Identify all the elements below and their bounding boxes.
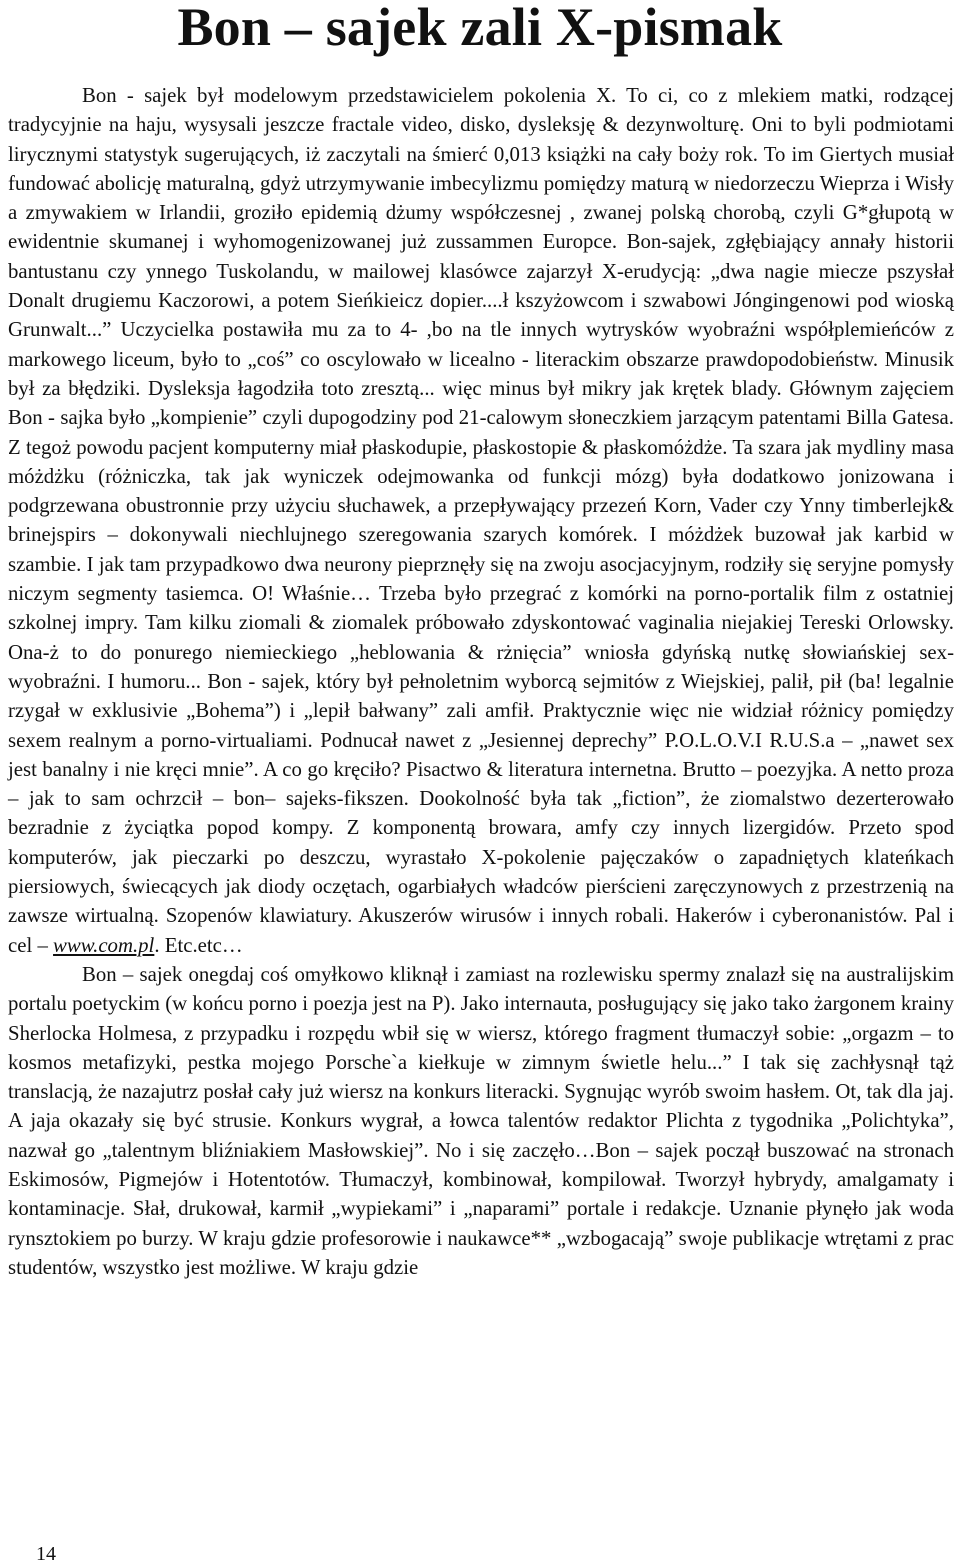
- paragraph-1-text: Bon - sajek był modelowym przedstawicielem pokolenia X. To ci, co z mlekiem matki, rodzącej tradycyjnie na haju, wysysali jeszcze fractale video, disko, dysleksję & dezynwolturę. Oni to byli podmiotami lirycznymi statystyk sugerujących, iż zaczytali na śmierć 0,013 książki na cały boży rok. To im Giertych musiał fundować abolicję maturalną, gdyż utrzymywanie imbecylizmu pomiędzy maturą w niedorzeczu Wieprza i Wisły a zmywakiem w Irlandii, groziło epidemią dżumy współczesnej , zwanej polską chorobą, czyli G*głupotą w ewidentnie skumanej i wyhomogenizowanej już zussammen Europce. Bon-sajek, zgłębiający annały historii bantustanu czy ynnego Tuskolandu, w mailowej klasówce zajarzył X-erudycją: „dwa nagie miecze pszysłał Donalt drugiemu Kaczorowi, a potem Sieńkieicz dopier....ł kszyżowcom i szwabowi Jóngingenowi pod wioską Grunwalt...” Uczycielka postawiła mu za to 4- ,bo na tle innych wytrysków wyobraźni współplemieńców z markowego liceum, było to „coś” co oscylowało w licealno - literackim obszarze prawdopodobieństw. Minusik był za błędziki. Dysleksja łagodziła toto zresztą... więc minus był mikry jak krętek blady. Głównym zajęciem Bon - sajka było „kompienie” czyli dupogodziny pod 21-calowym słoneczkiem jarzącym patentami Billa Gatesa. Z tegoż powodu pacjent komputerny miał płaskodupie, płaskostopie & płaskomóżdże. Ta szara jak mydliny masa móżdżku (różniczka, tak jak wyniczek odejmowanka od funkcji mózg) była dodatkowo jonizowana i podgrzewana obustronnie przy użyciu słuchawek, a przepływający przezeń Korn, Vader czy Ynny timberlejk& brinejspirs – dokonywali niechlujnego szeregowania szarych komórek. I móżdżek buzował jak karbid w szambie. I jak tam przypadkowo dwa neurony pieprznęły się na zwoju asocjacyjnym, rodziły się seryjne pomysły niczym segmenty tasiemca. O! Właśnie… Trzeba było przegrać z komórki na porno-portalik film z ostatniej szkolnej impry. Tam kilku ziomali & ziomalek próbowało zdyskontować vaginalia niejakiej Tereski Orlowsky. Ona-ż to do ponurego niemieckiego „heblowania & rżnięcia” wniosła gdyńską nutkę słowiańskiej sex-wyobraźni. I humoru... Bon - sajek, który był pełnoletnim wyborcą sejmitów z Wiejskiej, palił, pił (ba! legalnie rzygał w exklusivie „Bohema”) i „lepił bałwany” zali amfił. Praktycznie więc nie widział różnicy pomiędzy sexem realnym a porno-virtualiami. Podnucał nawet z „Jesiennej deprechy” P.O.L.O.V.I R.U.S.a – „nawet sex jest banalny i nie kręci mnie”. A co go kręciło? Pisactwo & literatura internetna. Brutto – poezyjka. A netto proza – jak to sam ochrzcił – bon– sajeks-fikszen. Dookolność była tak „fiction”, że ziomalstwo dezerterowało bezradnie z życiątka popod kompy. Z komponentą browara, amfy czy innych lizergidów. Przeto spod komputerów, jak pieczarki po deszczu, wyrastało X-pokolenie pajęczaków o zapadniętych klateńkach piersiowych, świecących jak diody oczętach, ogarbiałych władców pierścieni zaręczynowych z przestrzenią na zawsze wirtualną. Szopenów klawiatury. Akuszerów wirusów i innych robali. Hakerów i cyberonanistów. Pal i cel –: [8, 84, 954, 957]
- page-number: 14: [36, 1543, 56, 1565]
- paragraph-2: Bon – sajek onegdaj coś omyłkowo kliknął i zamiast na rozlewisku spermy znalazł się na australijskim portalu poetyckim (w końcu porno i poezja jest na P). Jako internauta, posługujący się jako tako żargonem krainy Sherlocka Holmesa, z przypadku i rozpędu wbił się w wiersz, którego fragment tłumaczył sobie: „orgazm – to kosmos metafizyki, pestka mojego Porsche`a kiełkuje w zimnym świetle helu...” I tak się zachłysnął tąż translacją, że nazajutrz posłał cały już wiersz na konkurs literacki. Sygnując wyrób swoim hasłem. Ot, tak dla jaj. A jaja okazały się być strusie. Konkurs wygrał, a łowca talentów redaktor Plichta z tygodnika „Polichtyka”, nazwał go „talentnym bliźniakiem Masłowskiej”. No i się zaczęło…Bon – sajek począł buszować na stronach Eskimosów, Pigmejów i Hotentotów. Tłumaczył, kombinował, kompilował. Tworzył hybrydy, amalgamaty i kontaminacje. Słał, drukował, karmił „wypiekami” i „naparami” portale i redakcje. Uznanie płynęło jak woda rynsztokiem po burzy. W kraju gdzie profesorowie i naukawce** „wzbogacają” swoje publikacje wtrętami z prac studentów, wszystko jest możliwe. W kraju gdzie: [8, 962, 954, 1279]
- page-title: Bon – sajek zali X-pismak: [177, 0, 783, 57]
- paragraph-1: [8, 81, 954, 960]
- article-body: [8, 81, 954, 1282]
- paragraph-1-ending: . Etc.etc…: [154, 933, 243, 957]
- website-link[interactable]: www.com.pl: [53, 933, 155, 957]
